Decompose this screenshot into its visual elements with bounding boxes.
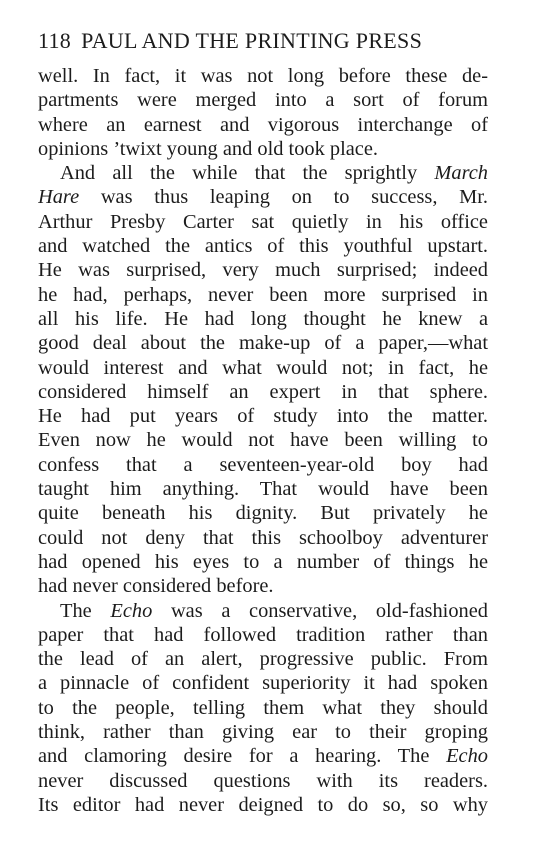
text-line: never discussed questions with its readers. [38,769,488,792]
text-line: would interest and what would not; in fact, he [38,356,488,379]
text-line: had never considered before. [38,575,274,598]
text-line: Arthur Presby Carter sat quietly in his office [38,210,488,233]
text-line: taught him anything. That would have been [38,478,488,501]
text-line: had opened his eyes to a number of things he [38,550,488,573]
text-line: well. In fact, it was not long before these de- [38,65,488,87]
page-number: 118 [38,28,72,53]
text-line: think, rather than giving ear to their groping [38,721,488,744]
running-head-title: PAUL AND THE PRINTING PRESS [81,28,423,53]
text-line: Its editor had never deigned to do so, so why [38,793,488,816]
text-line: quite beneath his dignity. But privately he [38,502,488,525]
text-line: He had put years of study into the matter. [38,405,488,428]
text-line: confess that a seventeen-year-old boy had [38,453,488,476]
text-line: could not deny that this schoolboy adventurer [38,526,488,549]
text-line: good deal about the make-up of a paper,—what [38,332,488,355]
body-text [38,64,488,817]
text-line: a pinnacle of confident superiority it had spoken [38,672,488,695]
text-line: opinions ’twixt young and old took place. [38,137,378,160]
running-head [38,28,488,58]
text-line: He was surprised, very much surprised; indeed [38,259,488,282]
paragraph [38,599,488,818]
paragraph [38,64,488,161]
text-line: the lead of an alert, progressive public. From [38,648,488,671]
text-line: to the people, telling them what they should [38,696,488,719]
paragraph [38,161,488,598]
text-line: partments were merged into a sort of forum [38,89,488,112]
text-line: where an earnest and vigorous interchange of [38,113,488,136]
text-line: Even now he would not have been willing to [38,429,488,452]
text-line: And all the while that the sprightly March [60,162,488,185]
text-line: and watched the antics of this youthful upstart. [38,235,488,258]
text-line: all his life. He had long thought he knew a [38,307,488,330]
text-line: and clamoring desire for a hearing. The Echo [38,745,488,768]
text-line: considered himself an expert in that sphere. [38,380,488,403]
text-line: he had, perhaps, never been more surprised in [38,283,488,306]
text-line: paper that had followed tradition rather than [38,623,488,646]
text-line: Hare was thus leaping on to success, Mr. [38,186,488,209]
text-line: The Echo was a conservative, old-fashioned [60,599,488,622]
